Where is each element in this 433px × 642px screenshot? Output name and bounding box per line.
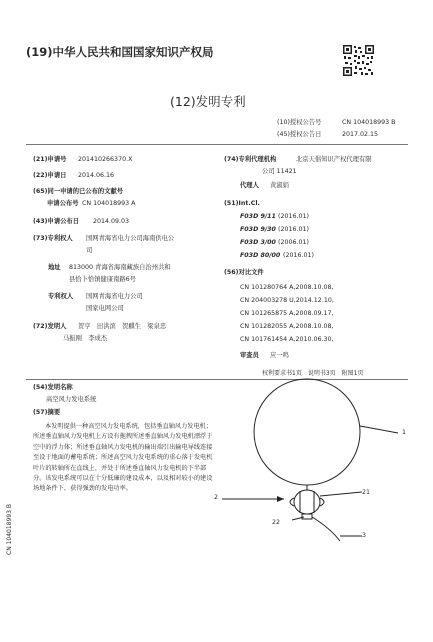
agent-label: 代理人	[240, 182, 259, 189]
ipc-code: F03D 9/30	[240, 226, 276, 233]
ipc-version: (2006.01)	[278, 239, 309, 246]
patentee2-line1: 国网青海省电力公司	[86, 293, 143, 300]
pages-info: 权利要求书1页 说明书3页 附图1页	[262, 370, 364, 377]
figure-label: 1	[402, 429, 407, 436]
office-name: (19)中华人民共和国国家知识产权局	[26, 45, 214, 59]
filing-date-label: (22)申请日	[33, 172, 67, 179]
ref-item: CN 101280764 A,2008.10.08,	[240, 284, 334, 291]
ref-item: CN 101282055 A,2008.10.08,	[240, 323, 334, 330]
inventors-label: (72)发明人	[33, 323, 67, 330]
divider-top	[26, 144, 408, 145]
qr-code-icon	[342, 44, 375, 77]
appl-no: 201410266370.X	[78, 156, 133, 163]
refs-label: (56)对比文件	[224, 269, 264, 276]
ipc-label: (51)Int.Cl.	[224, 200, 260, 207]
grant-date: 2017.02.15	[342, 131, 379, 138]
patentee2-line2: 国家电网公司	[86, 305, 124, 312]
patentee1-line1: 国网青海省电力公司海南供电公	[86, 235, 175, 242]
agency-label: (74)专利代理机构	[224, 156, 277, 163]
address-label: 地址	[48, 264, 61, 271]
same-appl-label: (65)同一申请的已公布的文献号	[33, 188, 124, 195]
abstract-label: (57)摘要	[33, 409, 61, 416]
examiner: 应一鸣	[270, 352, 289, 359]
ipc-version: (2016.01)	[283, 252, 314, 259]
figure-label: 2	[214, 494, 219, 501]
address-line2: 县恰卜恰镇健康南路6号	[69, 276, 136, 283]
pub-date-label: (43)申请公布日	[33, 218, 80, 225]
filing-date: 2014.06.16	[78, 172, 115, 179]
document-type: (12)发明专利	[170, 94, 246, 109]
patentee2-label: 专利权人	[48, 293, 74, 300]
ref-item: CN 204003278 U,2014.12.10,	[240, 297, 334, 304]
ipc-version: (2016.01)	[278, 213, 309, 220]
address-line1: 813000 青海省海南藏族自治州共和	[69, 264, 171, 271]
abstract-text: 本发明提供一种高空风力发电系统，包括垂直轴风力发电机；所述垂直轴风力发电机上方设有拖拽所述垂直轴风力发电机漂浮于空中的浮力体；所述垂直轴风力发电机的输出端引出输电导线连接至设于地面的蓄电系统；所述高空风力发电系统的重心落于发电机叶片的转轴所在直线上，并处于所述垂直轴风力发电机的下半部分。该发电系统可以在十分低廉的建设成本，以及相对较小的建设场地条件下，获得强劲的发电功率。	[33, 423, 213, 493]
ref-item: CN 101265875 A,2008.09.17,	[240, 310, 334, 317]
agency-line1: 北京天倡知识产权代理有限	[296, 156, 372, 163]
invention-drawing	[222, 378, 412, 547]
pub-no-label: 申请公布号	[47, 200, 79, 207]
examiner-label: 审查员	[240, 352, 259, 359]
figure-label: 3	[362, 532, 367, 539]
grant-number-label: (10)授权公告号	[277, 119, 322, 126]
ipc-code: F03D 80/00	[240, 252, 281, 259]
invention-title-label: (54)发明名称	[33, 384, 73, 391]
ipc-version: (2016.01)	[278, 226, 309, 233]
patentee-label: (73)专利权人	[33, 235, 73, 242]
ref-item: CN 101761454 A,2010.06.30,	[240, 336, 334, 343]
inventors-line2: 马振刚 李成杰	[63, 335, 108, 342]
agency-line2: 公司 11421	[262, 168, 297, 175]
figure-label: 21	[362, 489, 371, 496]
grant-number: CN 104018993 B	[342, 119, 396, 126]
pub-no: CN 104018993 A	[82, 200, 136, 207]
invention-title: 高空风力发电系统	[46, 396, 97, 403]
side-patent-code: CN 104018993 B	[6, 504, 13, 555]
inventors-line1: 贺亨 田洪滨 贺麒生 梁泉忠	[78, 323, 167, 330]
ipc-code: F03D 9/11	[240, 213, 276, 220]
agent: 黄淑娟	[270, 182, 289, 189]
ipc-code: F03D 3/00	[240, 239, 276, 246]
grant-date-label: (45)授权公告日	[277, 131, 322, 138]
appl-no-label: (21)申请号	[33, 156, 67, 163]
patentee1-line2: 司	[86, 247, 93, 254]
pub-date: 2014.09.03	[93, 218, 130, 225]
figure-label: 22	[272, 519, 281, 526]
